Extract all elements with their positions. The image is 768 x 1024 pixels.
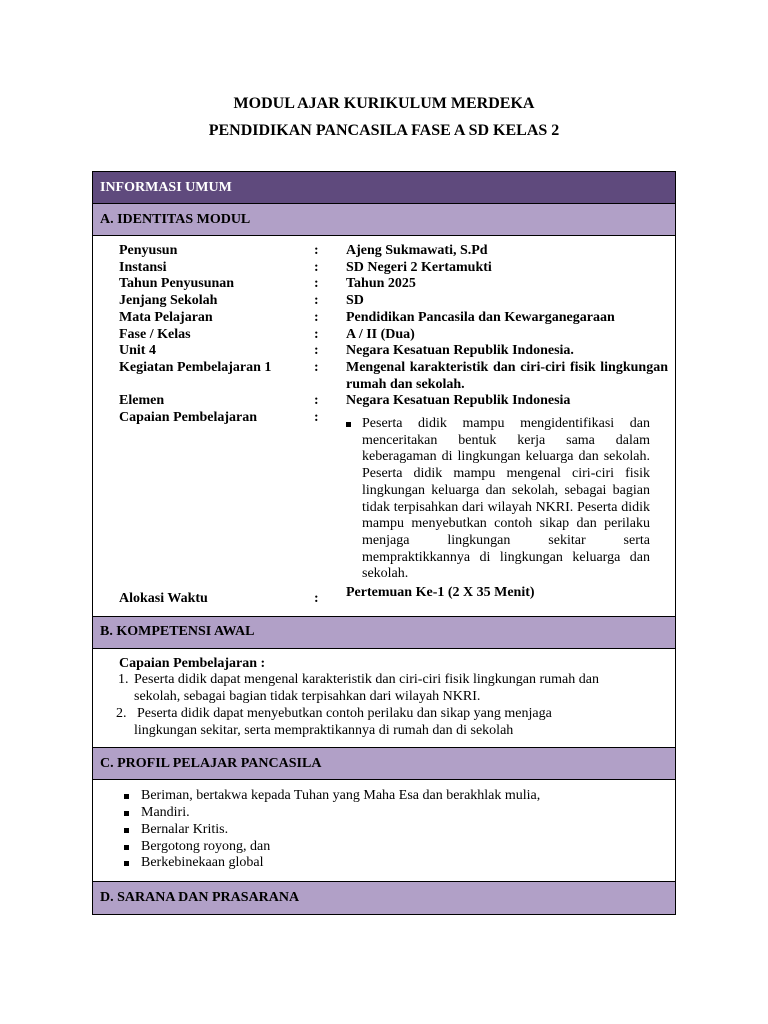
capaian-colon: : [314, 410, 319, 426]
profil-pelajar-header: C. PROFIL PELAJAR PANCASILA [93, 748, 675, 780]
title-line-1: MODUL AJAR KURIKULUM MERDEKA [233, 95, 535, 112]
square-bullet-icon [124, 811, 129, 816]
square-bullet-icon [346, 422, 351, 427]
list-item [119, 805, 668, 822]
profil-text: Bergotong royong, dan [141, 838, 271, 854]
profil-text: Beriman, bertakwa kepada Tuhan yang Maha Esa dan berakhlak mulia, [141, 788, 541, 804]
identity-colon: : [314, 293, 319, 309]
identity-row [119, 343, 668, 360]
identity-label: Tahun Penyusunan [119, 276, 235, 292]
identity-label: Instansi [119, 259, 167, 275]
list-item [119, 788, 668, 805]
identity-row [119, 310, 668, 327]
capaian-label: Capaian Pembelajaran [119, 410, 258, 426]
list-item-line: Peserta didik dapat mengenal karakteristik dan ciri-ciri fisik lingkungan rumah dan [134, 672, 599, 688]
identity-value: Mengenal karakteristik dan ciri-ciri fisik lingkungan rumah dan sekolah. [346, 359, 668, 392]
identity-row [119, 360, 668, 393]
title-line-2: PENDIDIKAN PANCASILA FASE A SD KELAS 2 [208, 122, 560, 139]
list-item [119, 855, 668, 872]
list-item [118, 672, 668, 705]
profil-text: Bernalar Kritis. [141, 821, 229, 837]
identity-value: Tahun 2025 [346, 276, 416, 292]
identity-label: Kegiatan Pembelajaran 1 [119, 359, 272, 375]
identity-colon: : [314, 309, 319, 325]
capaian-text: Peserta didik mampu mengidentifikasi dan menceritakan bentuk kerja sama dalam keberagaman di lingkungan keluarga dan sekolah. Peserta didik mampu mengenal ciri-ciri fisik lingkungan keluarga dan sekolah, sebagai bagian tidak terpisahkan dari wilayah NKRI. Peserta didik mampu menyebutkan contoh sikap dan perilaku menjaga lingkungan sekitar serta mempraktikkannya di lingkungan keluarga dan sekolah. [362, 416, 650, 582]
list-item [118, 706, 668, 739]
identity-row [119, 293, 668, 310]
list-number: 2. [116, 705, 127, 721]
profil-text: Berkebinekaan global [141, 855, 264, 871]
identity-value: Ajeng Sukmawati, S.Pd [346, 243, 488, 258]
identity-label: Jenjang Sekolah [119, 293, 218, 309]
capaian-value [346, 410, 668, 583]
list-item-line: sekolah, sebagai bagian tidak terpisahkan dari wilayah NKRI. [134, 689, 481, 705]
identity-value: SD Negeri 2 Kertamukti [346, 259, 492, 275]
identitas-modul-header: A. IDENTITAS MODUL [93, 204, 675, 236]
identity-label: Mata Pelajaran [119, 309, 213, 325]
identity-colon: : [314, 359, 319, 375]
square-bullet-icon [124, 828, 129, 833]
square-bullet-icon [124, 794, 129, 799]
identity-row [119, 327, 668, 344]
identity-row [119, 393, 668, 410]
capaian-list [346, 416, 668, 583]
identity-colon: : [314, 326, 319, 342]
square-bullet-icon [124, 845, 129, 850]
identity-row [119, 243, 668, 260]
identity-row [119, 276, 668, 293]
identity-colon: : [314, 343, 319, 359]
identitas-modul-body [93, 236, 675, 617]
list-item-line: Peserta didik dapat menyebutkan contoh perilaku dan sikap yang menjaga [137, 705, 552, 721]
identity-value: Pendidikan Pancasila dan Kewarganegaraan [346, 309, 615, 325]
alokasi-label: Alokasi Waktu [119, 591, 208, 607]
kompetensi-awal-header: B. KOMPETENSI AWAL [93, 617, 675, 649]
identity-colon: : [314, 393, 319, 409]
alokasi-colon: : [314, 591, 319, 607]
capaian-item [346, 416, 668, 583]
capaian-subheading: Capaian Pembelajaran : [119, 655, 266, 671]
identity-label: Penyusun [119, 243, 178, 258]
identity-colon: : [314, 259, 319, 275]
profil-text: Mandiri. [141, 805, 190, 821]
module-table [92, 171, 676, 915]
profil-pelajar-body [93, 780, 675, 882]
identity-label: Fase / Kelas [119, 326, 191, 342]
identity-value: SD [346, 293, 364, 309]
identity-value: A / II (Dua) [346, 326, 415, 342]
identity-value: Negara Kesatuan Republik Indonesia [346, 393, 571, 409]
alokasi-value: Pertemuan Ke-1 (2 X 35 Menit) [346, 585, 535, 601]
alokasi-row [119, 585, 668, 608]
sarana-prasarana-header: D. SARANA DAN PRASARANA [93, 882, 675, 914]
list-number: 1. [118, 672, 129, 688]
list-item [119, 822, 668, 839]
identity-label: Elemen [119, 393, 165, 409]
capaian-row [119, 410, 668, 583]
identity-row [119, 260, 668, 277]
document-title [0, 93, 768, 141]
informasi-umum-header: INFORMASI UMUM [93, 172, 675, 204]
list-item [119, 839, 668, 856]
square-bullet-icon [124, 861, 129, 866]
identity-colon: : [314, 276, 319, 292]
identity-label: Unit 4 [119, 343, 156, 359]
kompetensi-awal-body [93, 649, 675, 749]
identity-colon: : [314, 243, 319, 258]
identity-value: Negara Kesatuan Republik Indonesia. [346, 343, 574, 359]
list-item-line: lingkungan sekitar, serta mempraktikannya di rumah dan di sekolah [134, 722, 514, 738]
